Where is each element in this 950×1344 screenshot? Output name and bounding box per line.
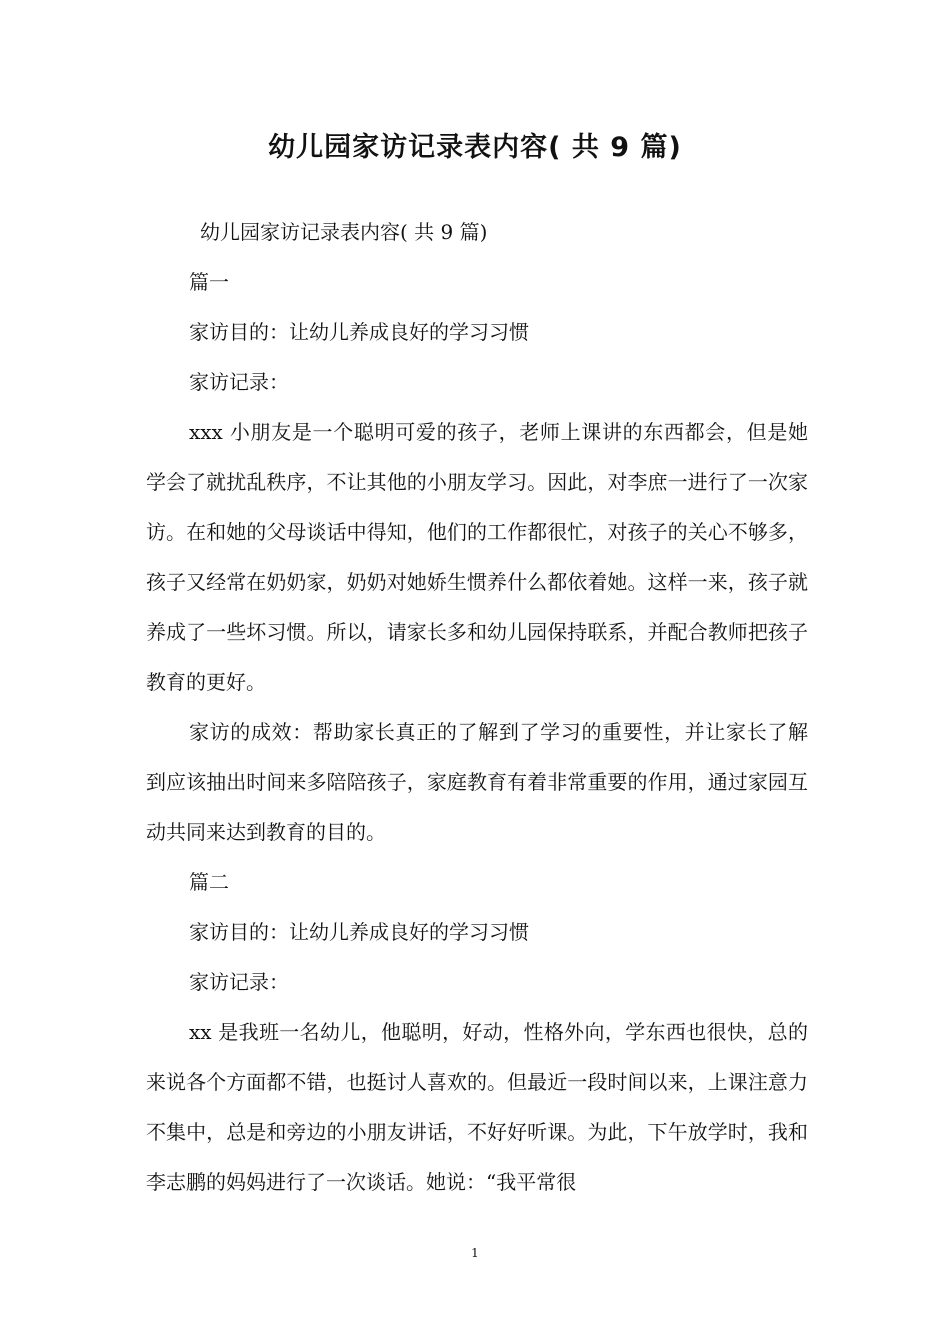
section-heading-2: 篇二	[189, 870, 229, 894]
paragraph-record-label-2: 家访记录：	[189, 970, 289, 994]
document-subtitle: 幼儿园家访记录表内容( 共 9 篇)	[200, 220, 488, 244]
page-number: 1	[471, 1246, 479, 1260]
paragraph-record-body-1: xxx 小朋友是一个聪明可爱的孩子，老师上课讲的东西都会，但是她学会了就扰乱秩序，不让其他的小朋友学习。因此，对李庶一进行了一次家访。在和她的父母谈话中得知，他们的工作都很忙，对孩子的关心不够多，孩子又经常在奶奶家，奶奶对她娇生惯养什么都依着她。这样一来，孩子就养成了一些坏习惯。所以，请家长多和幼儿园保持联系，并配合教师把孩子教育的更好。	[146, 420, 808, 694]
paragraph-purpose-2: 家访目的：让幼儿养成良好的学习习惯	[189, 920, 529, 944]
document-body	[146, 207, 808, 1207]
paragraph-record-label-1: 家访记录：	[189, 370, 289, 394]
paragraph-purpose-1: 家访目的：让幼儿养成良好的学习习惯	[189, 320, 529, 344]
document-title: 幼儿园家访记录表内容( 共 9 篇)	[268, 132, 682, 163]
paragraph-record-body-2: xx 是我班一名幼儿，他聪明，好动，性格外向，学东西也很快，总的来说各个方面都不错，也挺讨人喜欢的。但最近一段时间以来，上课注意力不集中，总是和旁边的小朋友讲话，不好好听课。为此，下午放学时，我和李志鹏的妈妈进行了一次谈话。她说：“我平常很	[146, 1020, 808, 1194]
section-heading-1: 篇一	[189, 270, 229, 294]
paragraph-result-1: 家访的成效：帮助家长真正的了解到了学习的重要性，并让家长了解到应该抽出时间来多陪陪孩子，家庭教育有着非常重要的作用，通过家园互动共同来达到教育的目的。	[146, 720, 808, 844]
